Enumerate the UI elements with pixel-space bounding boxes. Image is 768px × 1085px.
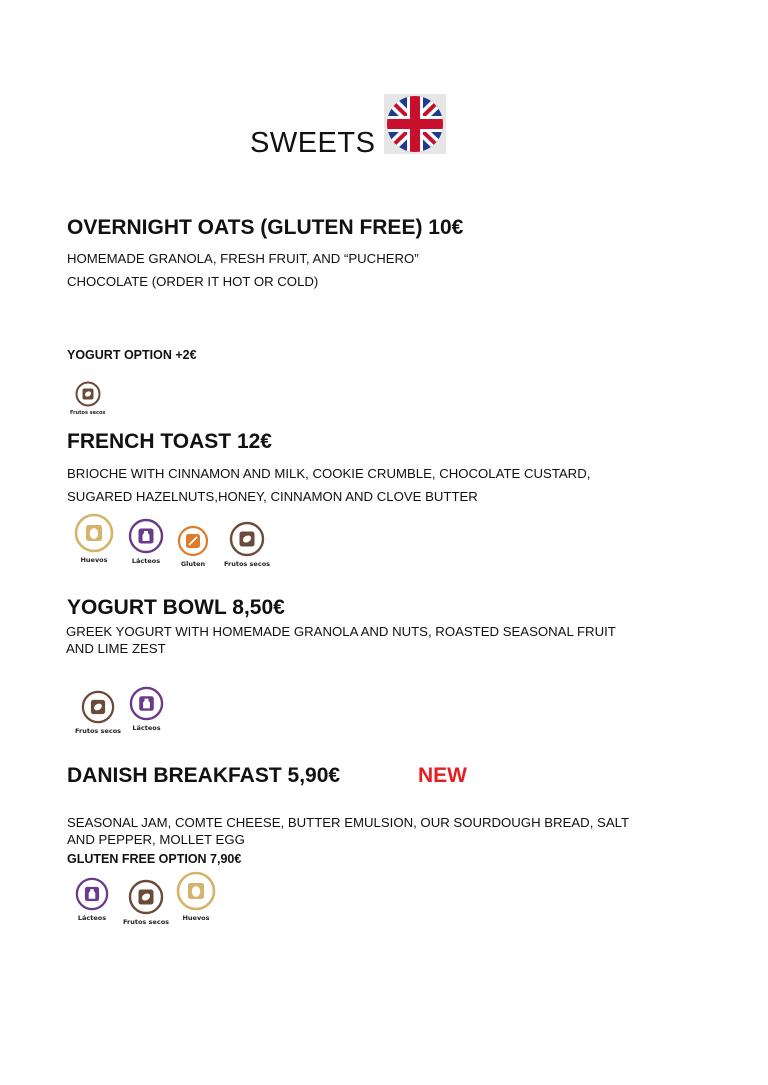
allergen-label: Huevos [182, 914, 210, 922]
allergen-badge [75, 877, 109, 922]
dairy-icon [75, 877, 109, 911]
item-description-line: CHOCOLATE (ORDER IT HOT OR COLD) [67, 274, 319, 289]
allergen-badge [70, 381, 105, 416]
item-description-line: SUGARED HAZELNUTS,HONEY, CINNAMON AND CLOVE BUTTER [67, 489, 478, 504]
allergen-label: Huevos [80, 556, 108, 564]
allergen-badge [224, 521, 270, 568]
item-description-line: GREEK YOGURT WITH HOMEMADE GRANOLA AND NUTS, ROASTED SEASONAL FRUIT [66, 624, 616, 639]
page-title: SWEETS [250, 127, 376, 159]
dairy-icon [129, 686, 164, 721]
item-option: YOGURT OPTION +2€ [67, 348, 197, 362]
allergen-label: Frutos secos [123, 918, 170, 926]
allergen-label: Frutos secos [75, 727, 122, 735]
nuts-icon [75, 381, 101, 407]
gluten-icon [177, 525, 209, 557]
item-title: OVERNIGHT OATS (GLUTEN FREE) 10€ [67, 216, 464, 239]
new-badge: NEW [418, 764, 467, 787]
nuts-icon [229, 521, 265, 557]
allergen-label: Frutos secos [224, 560, 271, 568]
egg-icon [74, 513, 114, 553]
allergen-badge [128, 518, 164, 565]
allergen-badge [129, 686, 164, 732]
dairy-icon [128, 518, 164, 554]
allergen-label: Lácteos [77, 914, 107, 922]
allergen-label: Frutos secos [70, 410, 106, 416]
item-description-line: AND PEPPER, MOLLET EGG [67, 832, 245, 847]
item-description-line: BRIOCHE WITH CINNAMON AND MILK, COOKIE CRUMBLE, CHOCOLATE CUSTARD, [67, 466, 591, 481]
item-description-line: SEASONAL JAM, COMTE CHEESE, BUTTER EMULSION, OUR SOURDOUGH BREAD, SALT [67, 815, 630, 830]
egg-icon [176, 871, 216, 911]
nuts-icon [128, 879, 164, 915]
item-title: YOGURT BOWL 8,50€ [67, 596, 285, 619]
allergen-label: Lácteos [132, 724, 161, 732]
item-title: DANISH BREAKFAST 5,90€ [67, 764, 341, 787]
item-description-line: HOMEMADE GRANOLA, FRESH FRUIT, AND “PUCHERO” [67, 251, 419, 266]
allergen-badge [123, 879, 169, 926]
allergen-badge [177, 525, 209, 568]
allergen-badge [75, 690, 121, 735]
item-description-line: AND LIME ZEST [66, 641, 166, 656]
allergen-label: Gluten [180, 560, 206, 568]
uk-flag-icon [384, 94, 446, 154]
allergen-badge [74, 513, 114, 564]
allergen-badge [176, 871, 216, 922]
nuts-icon [81, 690, 115, 724]
item-title: FRENCH TOAST 12€ [67, 430, 272, 453]
item-option: GLUTEN FREE OPTION 7,90€ [67, 852, 242, 866]
allergen-label: Lácteos [131, 557, 161, 565]
